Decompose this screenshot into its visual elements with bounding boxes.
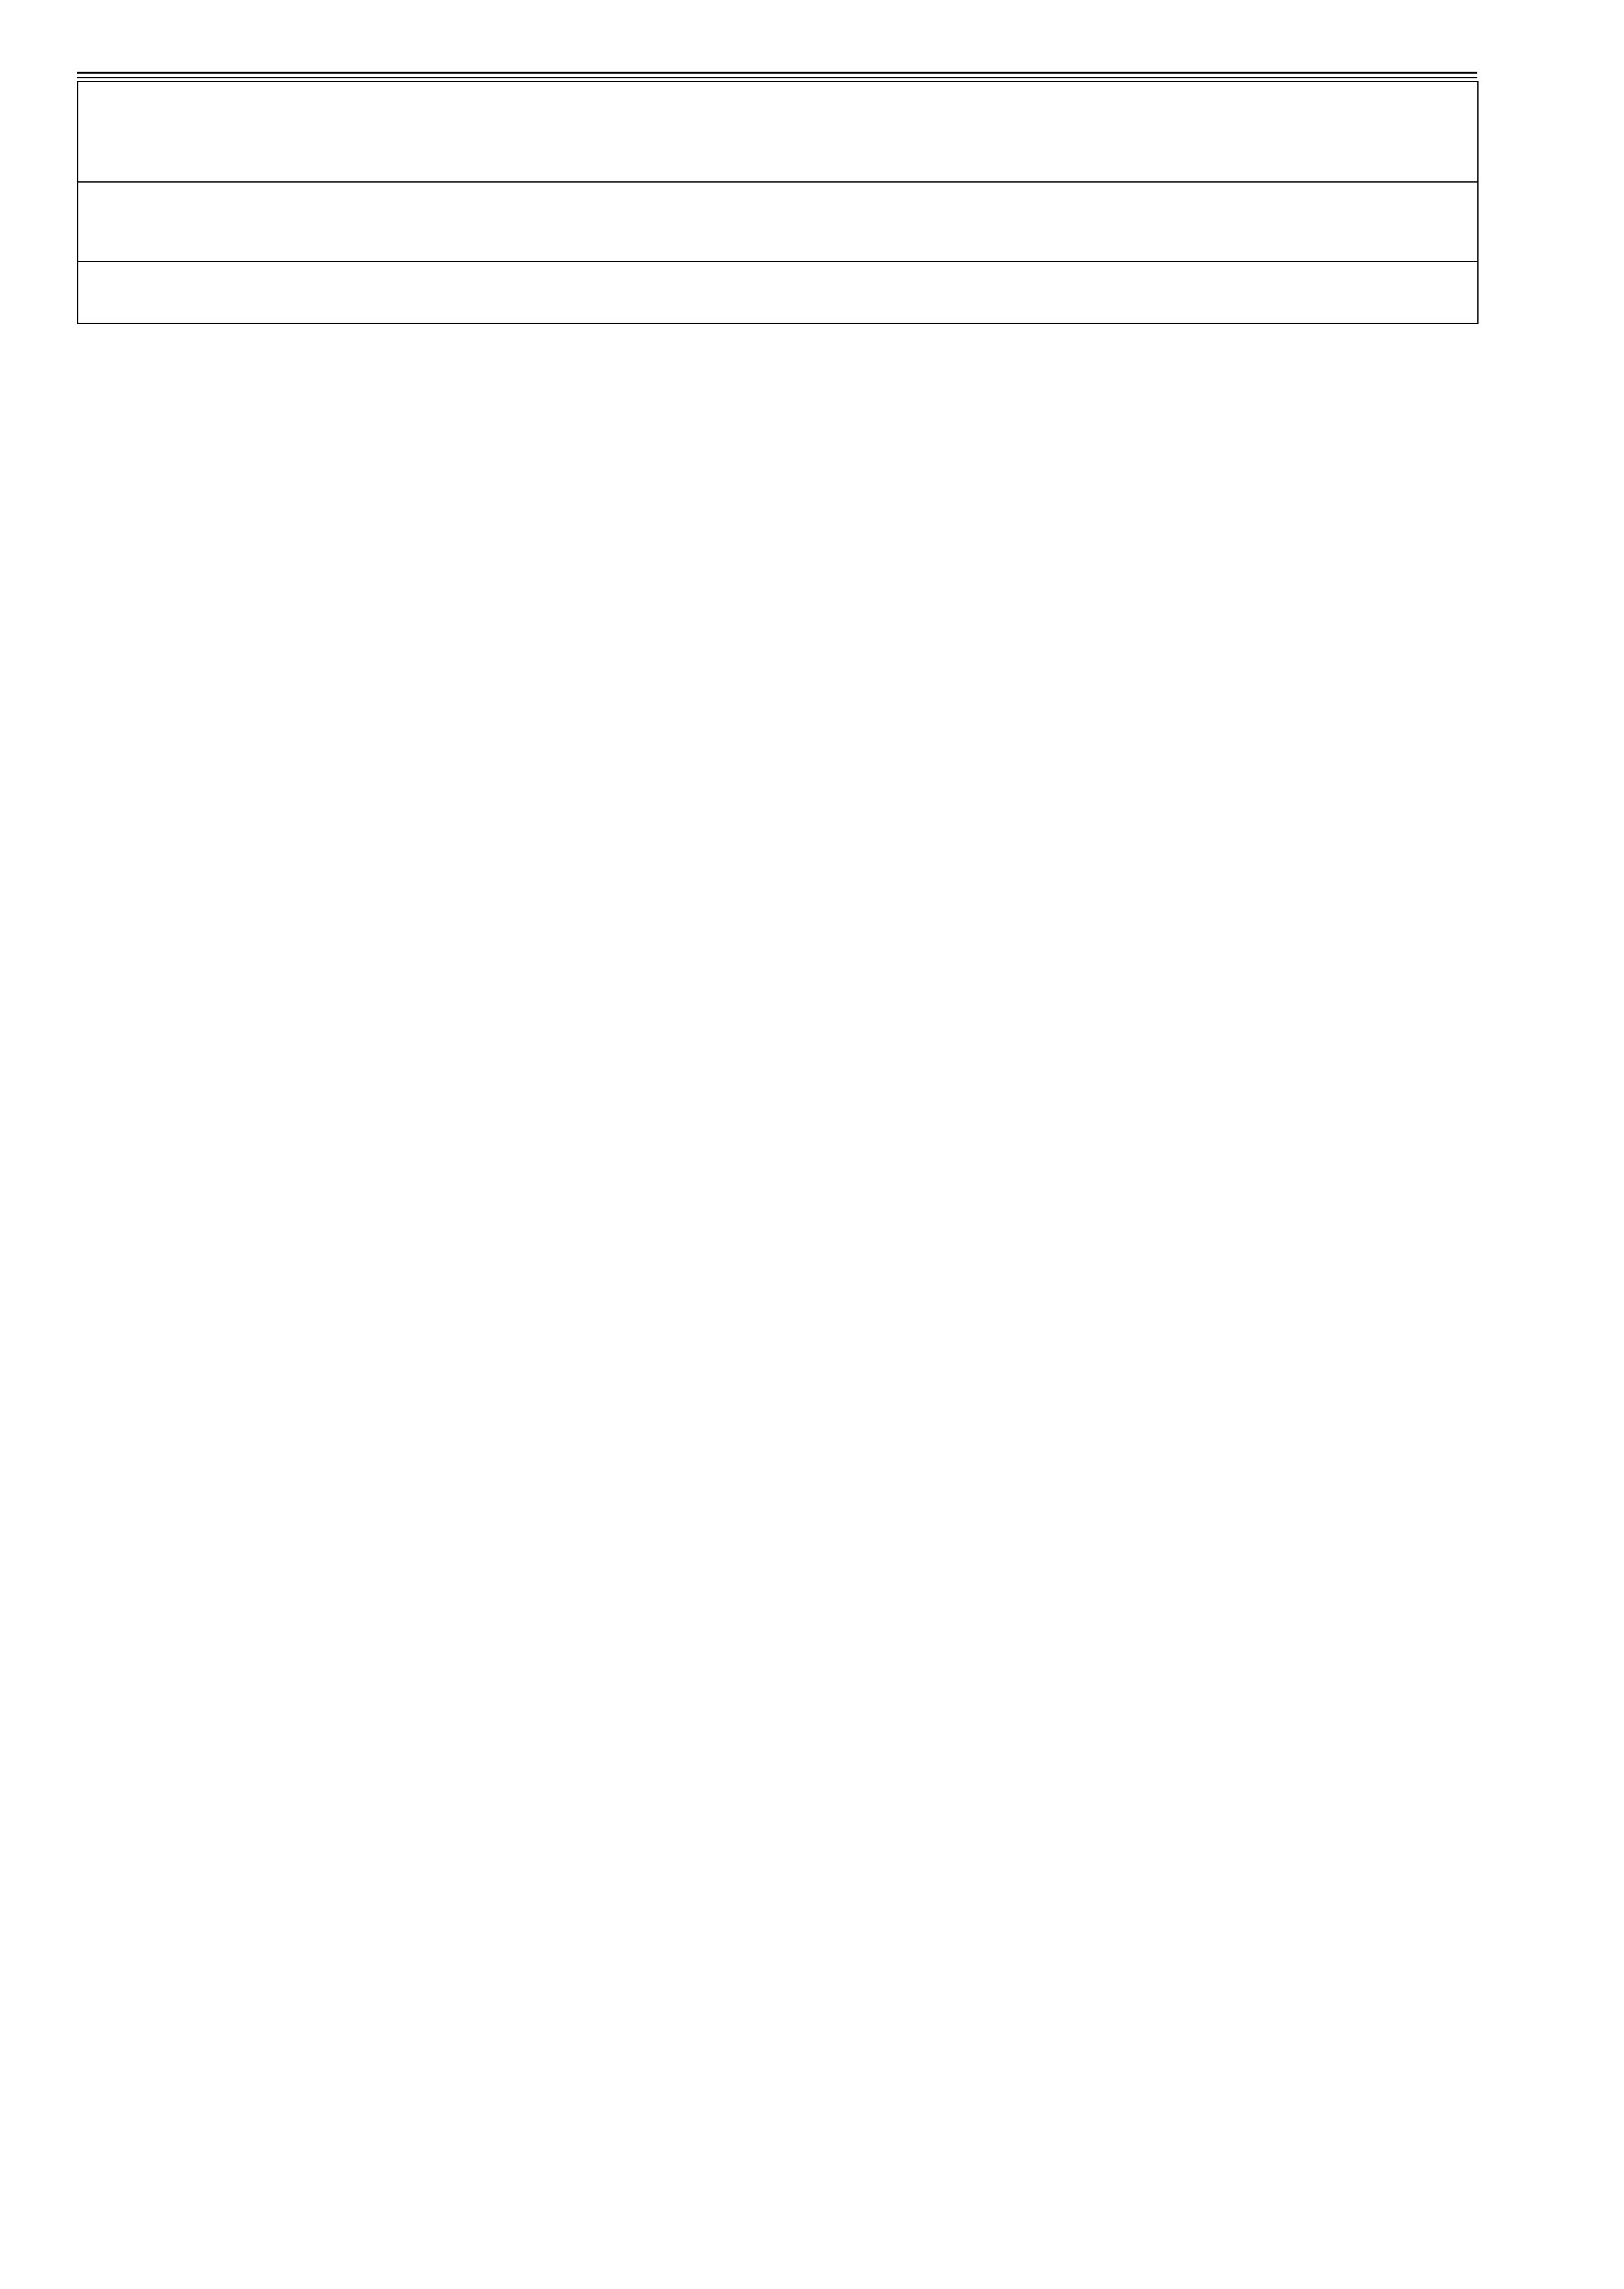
table-title-cell — [78, 182, 1478, 262]
rates-table — [77, 81, 1479, 324]
description-cell — [78, 262, 1478, 323]
table-heading-rows — [78, 82, 1478, 323]
header-double-rule — [77, 72, 1477, 78]
section-header-cell — [78, 82, 1478, 182]
section-header-row — [78, 82, 1478, 182]
description-row — [78, 262, 1478, 323]
table-title-row — [78, 182, 1478, 262]
unit-line — [83, 190, 1477, 226]
